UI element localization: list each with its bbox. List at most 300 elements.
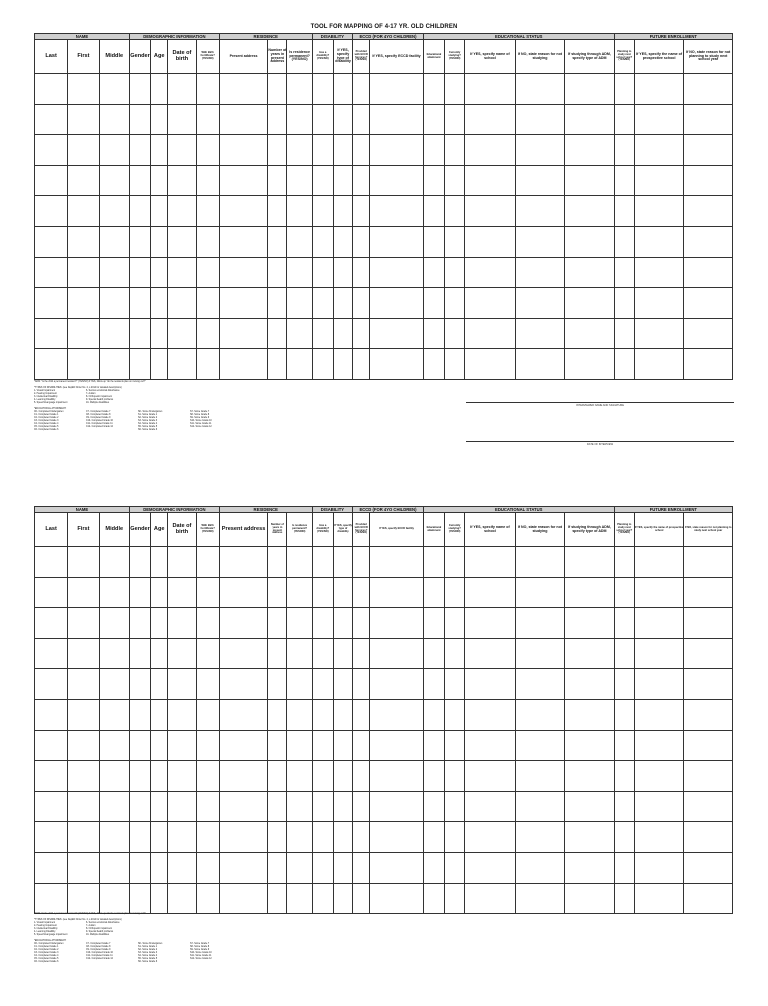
entry-cell-if-yes-specify-type-of-disabil[interactable] [333, 257, 352, 288]
entry-cell-present-address[interactable] [219, 226, 267, 257]
entry-cell-educational-attainment[interactable] [423, 135, 444, 166]
entry-cell-if-yes-specify-name-of-school[interactable] [465, 257, 515, 288]
entry-cell-if-yes-specify-eccd-facility[interactable] [370, 577, 424, 608]
entry-cell-present-address[interactable] [219, 699, 267, 730]
entry-cell-has-a-disability-yes-no[interactable] [312, 74, 333, 105]
entry-cell-first[interactable] [68, 852, 99, 883]
entry-cell-if-yes-specify-type-of-disabil[interactable] [333, 135, 352, 166]
entry-cell-if-no-state-reason-for-not-pla[interactable] [684, 104, 733, 135]
entry-cell-if-no-state-reason-for-not-stu[interactable] [515, 791, 564, 822]
entry-cell-if-studying-through-adm-specif[interactable] [565, 74, 615, 105]
entry-cell-with-birth-certificate-yes-no[interactable] [196, 288, 219, 319]
entry-cell-is-residence-permanent-yes-no[interactable] [287, 74, 312, 105]
entry-cell-educational-attainment[interactable] [423, 288, 444, 319]
entry-cell-if-no-state-reason-for-not-stu[interactable] [515, 135, 564, 166]
entry-cell-if-no-state-reason-for-not-pla[interactable] [684, 669, 733, 700]
entry-cell-educational-attainment[interactable] [423, 730, 444, 761]
entry-cell-date-of-birth[interactable] [168, 165, 196, 196]
entry-cell-provided-with-eccd-services-ye[interactable] [353, 547, 370, 578]
entry-cell-provided-with-eccd-services-ye[interactable] [353, 699, 370, 730]
entry-cell-middle[interactable] [99, 638, 129, 669]
entry-cell-present-address[interactable] [219, 196, 267, 227]
entry-cell-gender[interactable] [129, 822, 150, 853]
entry-cell-if-yes-specify-the-name-of-pro[interactable] [634, 196, 683, 227]
entry-cell-if-yes-specify-type-of-disabil[interactable] [333, 288, 352, 319]
entry-cell-number-of-years-in-present-add[interactable] [268, 135, 287, 166]
entry-cell-present-address[interactable] [219, 608, 267, 639]
entry-cell-if-yes-specify-eccd-facility[interactable] [370, 288, 424, 319]
entry-cell-is-residence-permanent-yes-no[interactable] [287, 638, 312, 669]
entry-cell-first[interactable] [68, 608, 99, 639]
entry-cell-has-a-disability-yes-no[interactable] [312, 577, 333, 608]
entry-cell-educational-attainment[interactable] [423, 349, 444, 380]
entry-cell-first[interactable] [68, 318, 99, 349]
entry-cell-is-residence-permanent-yes-no[interactable] [287, 349, 312, 380]
entry-cell-provided-with-eccd-services-ye[interactable] [353, 730, 370, 761]
entry-cell-if-yes-specify-the-name-of-pro[interactable] [634, 883, 683, 914]
entry-cell-if-yes-specify-the-name-of-pro[interactable] [634, 318, 683, 349]
entry-cell-if-no-state-reason-for-not-pla[interactable] [684, 226, 733, 257]
entry-cell-with-birth-certificate-yes-no[interactable] [196, 165, 219, 196]
entry-cell-with-birth-certificate-yes-no[interactable] [196, 104, 219, 135]
entry-cell-currently-studying-yes-no[interactable] [445, 74, 465, 105]
entry-cell-is-residence-permanent-yes-no[interactable] [287, 288, 312, 319]
entry-cell-first[interactable] [68, 883, 99, 914]
entry-cell-date-of-birth[interactable] [168, 852, 196, 883]
entry-cell-first[interactable] [68, 257, 99, 288]
entry-cell-is-residence-permanent-yes-no[interactable] [287, 699, 312, 730]
entry-cell-present-address[interactable] [219, 135, 267, 166]
entry-cell-has-a-disability-yes-no[interactable] [312, 791, 333, 822]
entry-cell-has-a-disability-yes-no[interactable] [312, 165, 333, 196]
entry-cell-educational-attainment[interactable] [423, 791, 444, 822]
entry-cell-middle[interactable] [99, 547, 129, 578]
entry-cell-planning-to-study-next-school-[interactable] [614, 135, 634, 166]
entry-cell-if-yes-specify-the-name-of-pro[interactable] [634, 608, 683, 639]
entry-cell-last[interactable] [35, 226, 68, 257]
entry-cell-educational-attainment[interactable] [423, 547, 444, 578]
entry-cell-planning-to-study-next-school-[interactable] [614, 883, 634, 914]
entry-cell-last[interactable] [35, 822, 68, 853]
entry-cell-first[interactable] [68, 349, 99, 380]
entry-cell-if-yes-specify-eccd-facility[interactable] [370, 791, 424, 822]
entry-cell-has-a-disability-yes-no[interactable] [312, 852, 333, 883]
entry-cell-if-yes-specify-type-of-disabil[interactable] [333, 349, 352, 380]
entry-cell-provided-with-eccd-services-ye[interactable] [353, 288, 370, 319]
entry-cell-has-a-disability-yes-no[interactable] [312, 257, 333, 288]
entry-cell-first[interactable] [68, 104, 99, 135]
entry-cell-number-of-years-in-present-add[interactable] [268, 577, 287, 608]
entry-cell-if-studying-through-adm-specif[interactable] [565, 226, 615, 257]
entry-cell-gender[interactable] [129, 761, 150, 792]
entry-cell-educational-attainment[interactable] [423, 257, 444, 288]
entry-cell-last[interactable] [35, 74, 68, 105]
entry-cell-date-of-birth[interactable] [168, 288, 196, 319]
entry-cell-if-yes-specify-type-of-disabil[interactable] [333, 608, 352, 639]
entry-cell-educational-attainment[interactable] [423, 852, 444, 883]
entry-cell-middle[interactable] [99, 852, 129, 883]
entry-cell-middle[interactable] [99, 822, 129, 853]
entry-cell-if-yes-specify-type-of-disabil[interactable] [333, 104, 352, 135]
entry-cell-educational-attainment[interactable] [423, 761, 444, 792]
entry-cell-has-a-disability-yes-no[interactable] [312, 104, 333, 135]
entry-cell-gender[interactable] [129, 608, 150, 639]
entry-cell-if-yes-specify-the-name-of-pro[interactable] [634, 699, 683, 730]
entry-cell-has-a-disability-yes-no[interactable] [312, 349, 333, 380]
entry-cell-number-of-years-in-present-add[interactable] [268, 349, 287, 380]
entry-cell-if-yes-specify-the-name-of-pro[interactable] [634, 761, 683, 792]
entry-cell-provided-with-eccd-services-ye[interactable] [353, 608, 370, 639]
entry-cell-if-yes-specify-eccd-facility[interactable] [370, 104, 424, 135]
entry-cell-date-of-birth[interactable] [168, 699, 196, 730]
entry-cell-if-studying-through-adm-specif[interactable] [565, 547, 615, 578]
entry-cell-if-yes-specify-type-of-disabil[interactable] [333, 196, 352, 227]
entry-cell-age[interactable] [151, 761, 168, 792]
entry-cell-gender[interactable] [129, 669, 150, 700]
entry-cell-planning-to-study-next-school-[interactable] [614, 608, 634, 639]
entry-cell-middle[interactable] [99, 196, 129, 227]
entry-cell-middle[interactable] [99, 577, 129, 608]
entry-cell-middle[interactable] [99, 608, 129, 639]
entry-cell-planning-to-study-next-school-[interactable] [614, 74, 634, 105]
entry-cell-last[interactable] [35, 761, 68, 792]
entry-cell-currently-studying-yes-no[interactable] [445, 165, 465, 196]
entry-cell-if-studying-through-adm-specif[interactable] [565, 699, 615, 730]
entry-cell-if-no-state-reason-for-not-pla[interactable] [684, 608, 733, 639]
entry-cell-has-a-disability-yes-no[interactable] [312, 547, 333, 578]
entry-cell-date-of-birth[interactable] [168, 104, 196, 135]
entry-cell-if-yes-specify-name-of-school[interactable] [465, 608, 515, 639]
entry-cell-number-of-years-in-present-add[interactable] [268, 547, 287, 578]
entry-cell-currently-studying-yes-no[interactable] [445, 135, 465, 166]
entry-cell-planning-to-study-next-school-[interactable] [614, 699, 634, 730]
entry-cell-is-residence-permanent-yes-no[interactable] [287, 226, 312, 257]
entry-cell-currently-studying-yes-no[interactable] [445, 822, 465, 853]
entry-cell-planning-to-study-next-school-[interactable] [614, 196, 634, 227]
entry-cell-age[interactable] [151, 577, 168, 608]
entry-cell-if-no-state-reason-for-not-stu[interactable] [515, 577, 564, 608]
entry-cell-is-residence-permanent-yes-no[interactable] [287, 791, 312, 822]
entry-cell-educational-attainment[interactable] [423, 822, 444, 853]
entry-cell-if-yes-specify-type-of-disabil[interactable] [333, 730, 352, 761]
entry-cell-last[interactable] [35, 577, 68, 608]
entry-cell-with-birth-certificate-yes-no[interactable] [196, 608, 219, 639]
entry-cell-if-no-state-reason-for-not-pla[interactable] [684, 730, 733, 761]
entry-cell-educational-attainment[interactable] [423, 104, 444, 135]
entry-cell-has-a-disability-yes-no[interactable] [312, 883, 333, 914]
entry-cell-if-yes-specify-name-of-school[interactable] [465, 699, 515, 730]
entry-cell-if-studying-through-adm-specif[interactable] [565, 349, 615, 380]
entry-cell-if-yes-specify-eccd-facility[interactable] [370, 852, 424, 883]
entry-cell-if-yes-specify-the-name-of-pro[interactable] [634, 288, 683, 319]
entry-cell-if-yes-specify-name-of-school[interactable] [465, 547, 515, 578]
entry-cell-if-studying-through-adm-specif[interactable] [565, 852, 615, 883]
entry-cell-currently-studying-yes-no[interactable] [445, 761, 465, 792]
entry-cell-age[interactable] [151, 883, 168, 914]
entry-cell-gender[interactable] [129, 135, 150, 166]
entry-cell-first[interactable] [68, 822, 99, 853]
entry-cell-if-yes-specify-eccd-facility[interactable] [370, 165, 424, 196]
entry-cell-last[interactable] [35, 730, 68, 761]
entry-cell-present-address[interactable] [219, 577, 267, 608]
entry-cell-if-yes-specify-type-of-disabil[interactable] [333, 165, 352, 196]
entry-cell-planning-to-study-next-school-[interactable] [614, 104, 634, 135]
entry-cell-provided-with-eccd-services-ye[interactable] [353, 791, 370, 822]
entry-cell-if-yes-specify-name-of-school[interactable] [465, 74, 515, 105]
entry-cell-planning-to-study-next-school-[interactable] [614, 822, 634, 853]
entry-cell-educational-attainment[interactable] [423, 638, 444, 669]
entry-cell-if-no-state-reason-for-not-stu[interactable] [515, 226, 564, 257]
entry-cell-if-no-state-reason-for-not-pla[interactable] [684, 135, 733, 166]
entry-cell-if-yes-specify-name-of-school[interactable] [465, 669, 515, 700]
entry-cell-present-address[interactable] [219, 761, 267, 792]
entry-cell-provided-with-eccd-services-ye[interactable] [353, 165, 370, 196]
entry-cell-if-yes-specify-eccd-facility[interactable] [370, 318, 424, 349]
entry-cell-if-no-state-reason-for-not-pla[interactable] [684, 349, 733, 380]
entry-cell-provided-with-eccd-services-ye[interactable] [353, 104, 370, 135]
entry-cell-gender[interactable] [129, 699, 150, 730]
entry-cell-with-birth-certificate-yes-no[interactable] [196, 226, 219, 257]
entry-cell-age[interactable] [151, 791, 168, 822]
entry-cell-number-of-years-in-present-add[interactable] [268, 288, 287, 319]
entry-cell-number-of-years-in-present-add[interactable] [268, 883, 287, 914]
entry-cell-if-yes-specify-name-of-school[interactable] [465, 577, 515, 608]
entry-cell-number-of-years-in-present-add[interactable] [268, 638, 287, 669]
entry-cell-if-yes-specify-the-name-of-pro[interactable] [634, 349, 683, 380]
entry-cell-if-no-state-reason-for-not-pla[interactable] [684, 761, 733, 792]
entry-cell-educational-attainment[interactable] [423, 669, 444, 700]
entry-cell-with-birth-certificate-yes-no[interactable] [196, 822, 219, 853]
entry-cell-number-of-years-in-present-add[interactable] [268, 791, 287, 822]
entry-cell-first[interactable] [68, 165, 99, 196]
entry-cell-educational-attainment[interactable] [423, 74, 444, 105]
entry-cell-provided-with-eccd-services-ye[interactable] [353, 577, 370, 608]
entry-cell-date-of-birth[interactable] [168, 608, 196, 639]
entry-cell-if-no-state-reason-for-not-pla[interactable] [684, 257, 733, 288]
entry-cell-if-no-state-reason-for-not-pla[interactable] [684, 318, 733, 349]
entry-cell-date-of-birth[interactable] [168, 547, 196, 578]
entry-cell-gender[interactable] [129, 74, 150, 105]
entry-cell-provided-with-eccd-services-ye[interactable] [353, 196, 370, 227]
entry-cell-provided-with-eccd-services-ye[interactable] [353, 74, 370, 105]
entry-cell-first[interactable] [68, 761, 99, 792]
entry-cell-with-birth-certificate-yes-no[interactable] [196, 196, 219, 227]
entry-cell-if-yes-specify-eccd-facility[interactable] [370, 135, 424, 166]
entry-cell-if-no-state-reason-for-not-pla[interactable] [684, 577, 733, 608]
entry-cell-has-a-disability-yes-no[interactable] [312, 196, 333, 227]
entry-cell-gender[interactable] [129, 226, 150, 257]
entry-cell-is-residence-permanent-yes-no[interactable] [287, 165, 312, 196]
entry-cell-currently-studying-yes-no[interactable] [445, 257, 465, 288]
entry-cell-last[interactable] [35, 791, 68, 822]
entry-cell-last[interactable] [35, 608, 68, 639]
entry-cell-is-residence-permanent-yes-no[interactable] [287, 135, 312, 166]
entry-cell-with-birth-certificate-yes-no[interactable] [196, 257, 219, 288]
entry-cell-if-no-state-reason-for-not-pla[interactable] [684, 822, 733, 853]
entry-cell-if-yes-specify-name-of-school[interactable] [465, 791, 515, 822]
entry-cell-if-yes-specify-type-of-disabil[interactable] [333, 638, 352, 669]
entry-cell-if-yes-specify-type-of-disabil[interactable] [333, 883, 352, 914]
entry-cell-educational-attainment[interactable] [423, 226, 444, 257]
entry-cell-educational-attainment[interactable] [423, 577, 444, 608]
entry-cell-age[interactable] [151, 669, 168, 700]
entry-cell-number-of-years-in-present-add[interactable] [268, 822, 287, 853]
entry-cell-currently-studying-yes-no[interactable] [445, 883, 465, 914]
entry-cell-age[interactable] [151, 852, 168, 883]
entry-cell-planning-to-study-next-school-[interactable] [614, 852, 634, 883]
entry-cell-with-birth-certificate-yes-no[interactable] [196, 883, 219, 914]
entry-cell-last[interactable] [35, 883, 68, 914]
entry-cell-date-of-birth[interactable] [168, 577, 196, 608]
entry-cell-gender[interactable] [129, 349, 150, 380]
entry-cell-first[interactable] [68, 135, 99, 166]
entry-cell-is-residence-permanent-yes-no[interactable] [287, 669, 312, 700]
entry-cell-present-address[interactable] [219, 730, 267, 761]
entry-cell-provided-with-eccd-services-ye[interactable] [353, 349, 370, 380]
entry-cell-if-yes-specify-eccd-facility[interactable] [370, 638, 424, 669]
entry-cell-if-no-state-reason-for-not-pla[interactable] [684, 547, 733, 578]
entry-cell-has-a-disability-yes-no[interactable] [312, 318, 333, 349]
entry-cell-if-yes-specify-eccd-facility[interactable] [370, 547, 424, 578]
entry-cell-age[interactable] [151, 547, 168, 578]
entry-cell-middle[interactable] [99, 318, 129, 349]
entry-cell-provided-with-eccd-services-ye[interactable] [353, 638, 370, 669]
entry-cell-currently-studying-yes-no[interactable] [445, 226, 465, 257]
entry-cell-present-address[interactable] [219, 165, 267, 196]
entry-cell-last[interactable] [35, 349, 68, 380]
entry-cell-present-address[interactable] [219, 257, 267, 288]
entry-cell-planning-to-study-next-school-[interactable] [614, 730, 634, 761]
entry-cell-is-residence-permanent-yes-no[interactable] [287, 196, 312, 227]
entry-cell-if-yes-specify-the-name-of-pro[interactable] [634, 74, 683, 105]
entry-cell-with-birth-certificate-yes-no[interactable] [196, 318, 219, 349]
entry-cell-has-a-disability-yes-no[interactable] [312, 761, 333, 792]
entry-cell-last[interactable] [35, 699, 68, 730]
entry-cell-if-yes-specify-eccd-facility[interactable] [370, 883, 424, 914]
entry-cell-with-birth-certificate-yes-no[interactable] [196, 638, 219, 669]
entry-cell-if-no-state-reason-for-not-stu[interactable] [515, 257, 564, 288]
entry-cell-date-of-birth[interactable] [168, 638, 196, 669]
entry-cell-provided-with-eccd-services-ye[interactable] [353, 883, 370, 914]
entry-cell-if-yes-specify-eccd-facility[interactable] [370, 761, 424, 792]
entry-cell-if-no-state-reason-for-not-pla[interactable] [684, 791, 733, 822]
entry-cell-present-address[interactable] [219, 74, 267, 105]
entry-cell-middle[interactable] [99, 288, 129, 319]
entry-cell-present-address[interactable] [219, 638, 267, 669]
entry-cell-gender[interactable] [129, 165, 150, 196]
entry-cell-if-no-state-reason-for-not-stu[interactable] [515, 699, 564, 730]
entry-cell-middle[interactable] [99, 74, 129, 105]
entry-cell-with-birth-certificate-yes-no[interactable] [196, 547, 219, 578]
entry-cell-gender[interactable] [129, 196, 150, 227]
entry-cell-with-birth-certificate-yes-no[interactable] [196, 577, 219, 608]
entry-cell-currently-studying-yes-no[interactable] [445, 288, 465, 319]
entry-cell-if-yes-specify-name-of-school[interactable] [465, 761, 515, 792]
entry-cell-has-a-disability-yes-no[interactable] [312, 730, 333, 761]
entry-cell-if-no-state-reason-for-not-pla[interactable] [684, 196, 733, 227]
entry-cell-provided-with-eccd-services-ye[interactable] [353, 852, 370, 883]
entry-cell-present-address[interactable] [219, 883, 267, 914]
entry-cell-first[interactable] [68, 791, 99, 822]
entry-cell-age[interactable] [151, 104, 168, 135]
entry-cell-planning-to-study-next-school-[interactable] [614, 577, 634, 608]
entry-cell-age[interactable] [151, 74, 168, 105]
entry-cell-if-yes-specify-name-of-school[interactable] [465, 288, 515, 319]
entry-cell-if-studying-through-adm-specif[interactable] [565, 318, 615, 349]
entry-cell-middle[interactable] [99, 349, 129, 380]
signature-line[interactable] [466, 402, 734, 403]
entry-cell-planning-to-study-next-school-[interactable] [614, 791, 634, 822]
entry-cell-date-of-birth[interactable] [168, 730, 196, 761]
entry-cell-age[interactable] [151, 318, 168, 349]
entry-cell-date-of-birth[interactable] [168, 791, 196, 822]
entry-cell-provided-with-eccd-services-ye[interactable] [353, 135, 370, 166]
entry-cell-age[interactable] [151, 730, 168, 761]
entry-cell-if-yes-specify-the-name-of-pro[interactable] [634, 165, 683, 196]
entry-cell-is-residence-permanent-yes-no[interactable] [287, 547, 312, 578]
entry-cell-gender[interactable] [129, 257, 150, 288]
entry-cell-present-address[interactable] [219, 852, 267, 883]
entry-cell-currently-studying-yes-no[interactable] [445, 699, 465, 730]
entry-cell-first[interactable] [68, 638, 99, 669]
entry-cell-if-studying-through-adm-specif[interactable] [565, 730, 615, 761]
entry-cell-if-yes-specify-type-of-disabil[interactable] [333, 852, 352, 883]
entry-cell-gender[interactable] [129, 883, 150, 914]
entry-cell-middle[interactable] [99, 165, 129, 196]
entry-cell-if-yes-specify-name-of-school[interactable] [465, 638, 515, 669]
entry-cell-currently-studying-yes-no[interactable] [445, 638, 465, 669]
entry-cell-if-yes-specify-type-of-disabil[interactable] [333, 318, 352, 349]
entry-cell-age[interactable] [151, 699, 168, 730]
entry-cell-date-of-birth[interactable] [168, 135, 196, 166]
entry-cell-if-yes-specify-type-of-disabil[interactable] [333, 761, 352, 792]
entry-cell-middle[interactable] [99, 104, 129, 135]
entry-cell-if-yes-specify-eccd-facility[interactable] [370, 226, 424, 257]
entry-cell-number-of-years-in-present-add[interactable] [268, 104, 287, 135]
entry-cell-currently-studying-yes-no[interactable] [445, 730, 465, 761]
entry-cell-if-no-state-reason-for-not-stu[interactable] [515, 608, 564, 639]
entry-cell-provided-with-eccd-services-ye[interactable] [353, 318, 370, 349]
entry-cell-with-birth-certificate-yes-no[interactable] [196, 791, 219, 822]
entry-cell-date-of-birth[interactable] [168, 74, 196, 105]
entry-cell-date-of-birth[interactable] [168, 318, 196, 349]
entry-cell-if-yes-specify-the-name-of-pro[interactable] [634, 226, 683, 257]
entry-cell-first[interactable] [68, 699, 99, 730]
entry-cell-with-birth-certificate-yes-no[interactable] [196, 699, 219, 730]
entry-cell-if-yes-specify-type-of-disabil[interactable] [333, 226, 352, 257]
entry-cell-last[interactable] [35, 318, 68, 349]
entry-cell-is-residence-permanent-yes-no[interactable] [287, 822, 312, 853]
entry-cell-if-no-state-reason-for-not-pla[interactable] [684, 699, 733, 730]
entry-cell-number-of-years-in-present-add[interactable] [268, 699, 287, 730]
entry-cell-has-a-disability-yes-no[interactable] [312, 669, 333, 700]
entry-cell-is-residence-permanent-yes-no[interactable] [287, 318, 312, 349]
entry-cell-provided-with-eccd-services-ye[interactable] [353, 761, 370, 792]
entry-cell-middle[interactable] [99, 135, 129, 166]
entry-cell-number-of-years-in-present-add[interactable] [268, 852, 287, 883]
entry-cell-planning-to-study-next-school-[interactable] [614, 547, 634, 578]
entry-cell-number-of-years-in-present-add[interactable] [268, 730, 287, 761]
entry-cell-if-no-state-reason-for-not-stu[interactable] [515, 547, 564, 578]
entry-cell-if-no-state-reason-for-not-stu[interactable] [515, 318, 564, 349]
entry-cell-gender[interactable] [129, 104, 150, 135]
entry-cell-if-yes-specify-the-name-of-pro[interactable] [634, 257, 683, 288]
entry-cell-date-of-birth[interactable] [168, 822, 196, 853]
entry-cell-first[interactable] [68, 196, 99, 227]
entry-cell-number-of-years-in-present-add[interactable] [268, 226, 287, 257]
entry-cell-age[interactable] [151, 165, 168, 196]
entry-cell-if-studying-through-adm-specif[interactable] [565, 791, 615, 822]
